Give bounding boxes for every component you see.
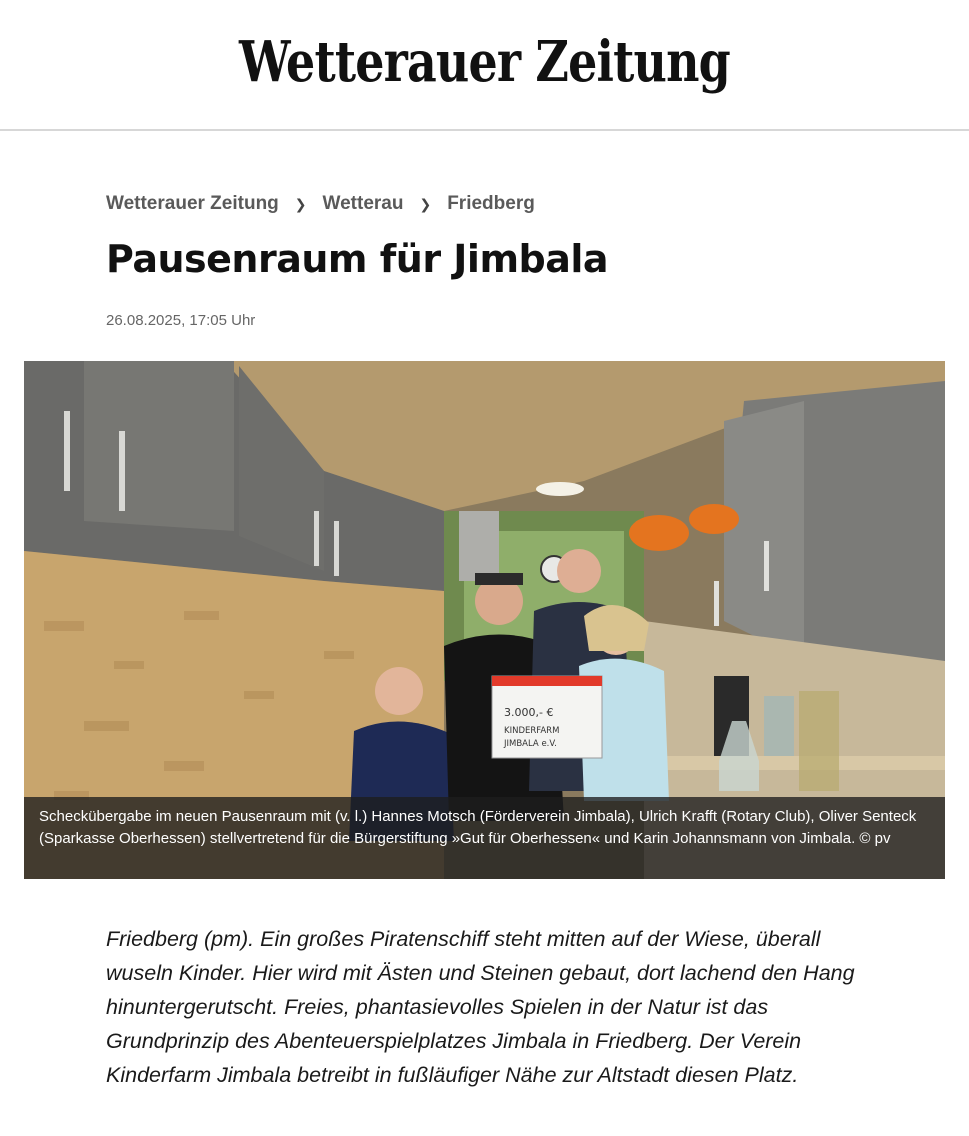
site-logo[interactable]	[87, 26, 882, 98]
breadcrumb-item-friedberg[interactable]: Friedberg	[447, 193, 535, 214]
site-header	[0, 0, 969, 131]
article-date: 26.08.2025, 17:05 Uhr	[106, 312, 256, 329]
logo-link[interactable]: Wetterauer Zeitung	[239, 29, 730, 95]
article-image[interactable]	[24, 361, 945, 879]
check-amount: 3.000,- €	[504, 706, 554, 719]
article-title: Pausenraum für Jimbala	[106, 237, 609, 281]
breadcrumb	[106, 192, 535, 216]
breadcrumb-item-wetterau[interactable]: Wetterau	[322, 193, 404, 214]
image-caption: Scheckübergabe im neuen Pausenraum mit (v. l.) Hannes Motsch (Förderverein Jimbala), Ulrich Krafft (Rotary Club), Oliver Senteck (Sparkasse Oberhessen) stellvertretend für die Bürgerstiftung »Gut für Oberhessen« und Karin Johannsmann von Jimbala. © pv	[24, 797, 945, 879]
article-lead: Friedberg (pm). Ein großes Piratenschiff steht mitten auf der Wiese, überall wuseln Kinder. Hier wird mit Ästen und Steinen gebaut, dort lachend den Hang hinuntergerutscht. Freies, phantasievolles Spielen in der Natur ist das Grundprinzip des Abenteuerspielplatzes Jimbala in Friedberg. Der Verein Kinderfarm Jimbala betreibt in fußläufiger Nähe zur Altstadt diesen Platz.	[106, 927, 855, 1087]
chevron-right-icon: ❯	[419, 195, 432, 212]
check-text-line1: KINDERFARM	[504, 726, 560, 736]
check-text-line2: JIMBALA e.V.	[504, 739, 557, 749]
breadcrumb-item-home[interactable]: Wetterauer Zeitung	[106, 193, 279, 214]
chevron-right-icon: ❯	[294, 195, 307, 212]
